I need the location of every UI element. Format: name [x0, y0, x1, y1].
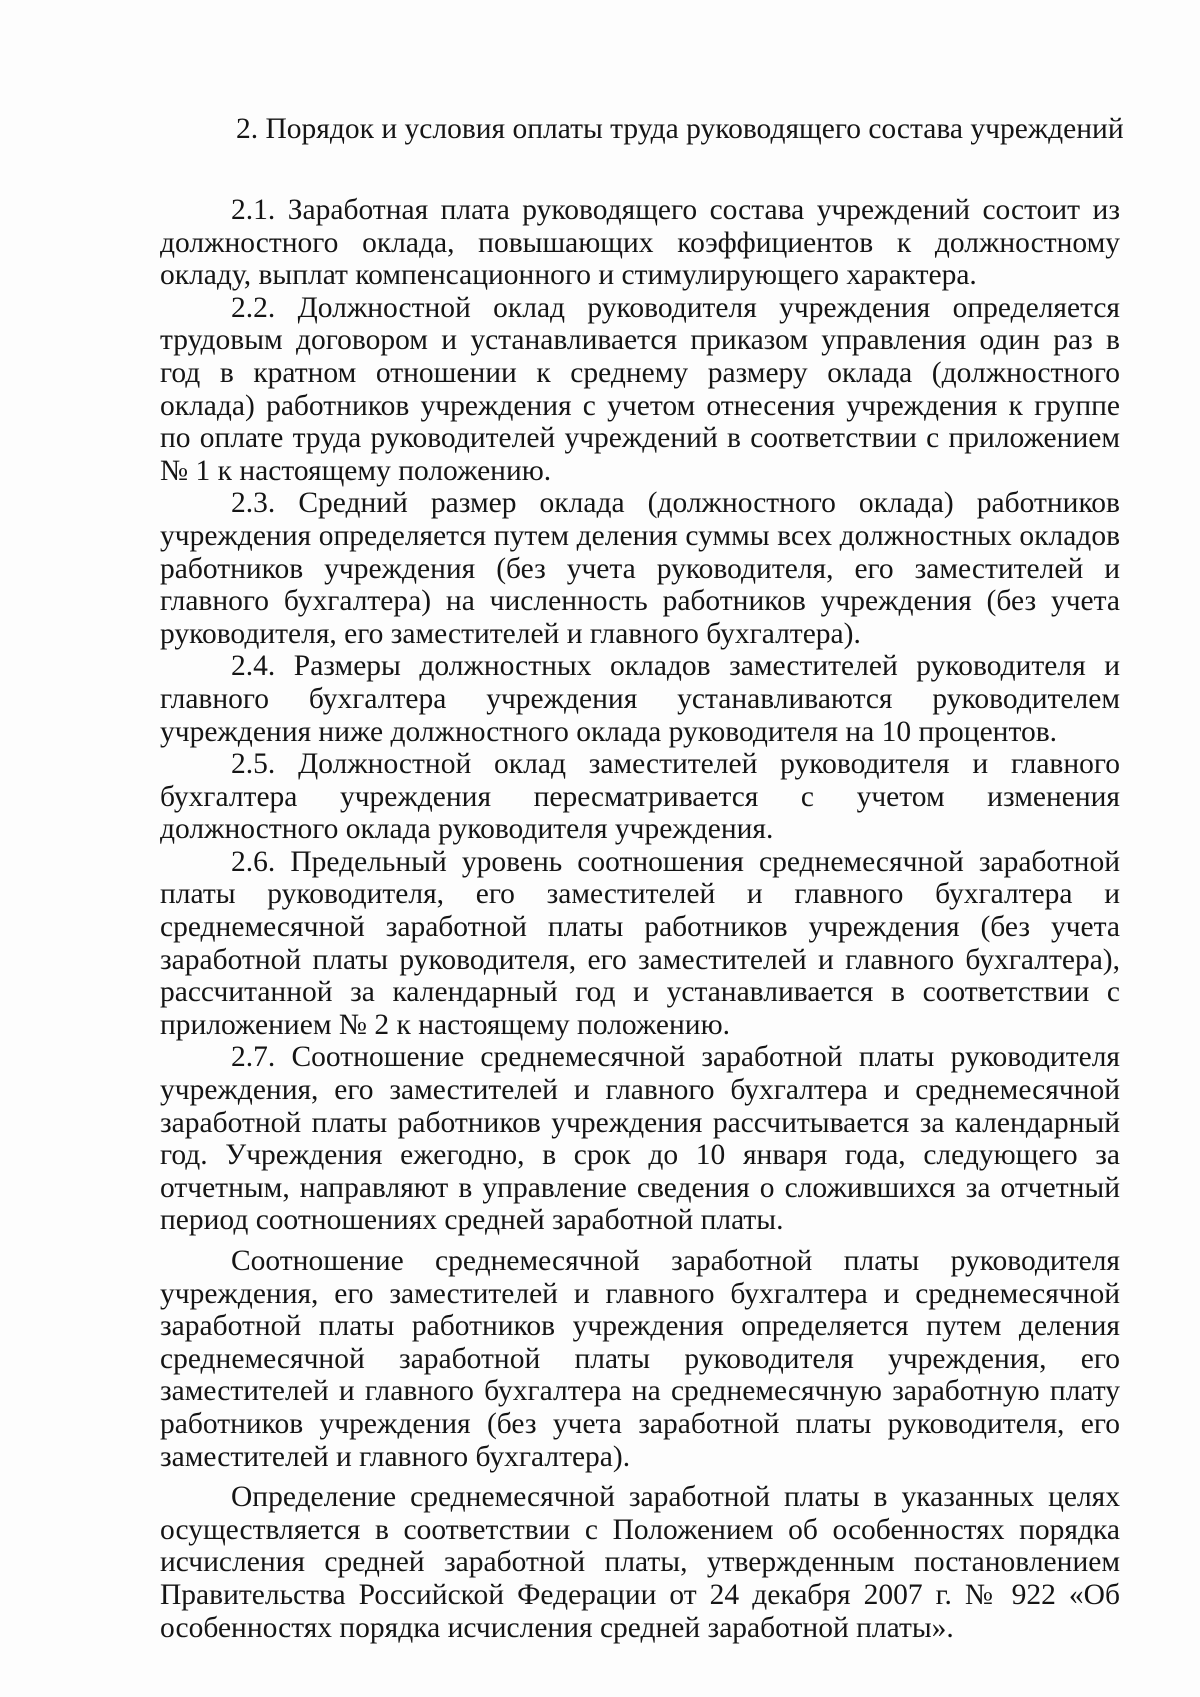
paragraph-2-7: 2.7. Соотношение среднемесячной заработной платы руководителя учреждения, его заместителей и главного бухгалтера и среднемесячной заработной платы работников учреждения рассчитывается за календарный год. Учреждения ежегодно, в срок до 10 января года, следующего за отчетным, направляют в управление сведения о сложившихся за отчетный период соотношениях средней заработной платы.: [160, 1041, 1120, 1237]
section-heading: 2. Порядок и условия оплаты труда руководящего состава учреждений: [236, 113, 1124, 145]
paragraph-2-1: 2.1. Заработная плата руководящего состава учреждений состоит из должностного оклада, повышающих коэффициентов к должностному окладу, выплат компенсационного и стимулирующего характера.: [160, 194, 1120, 292]
paragraph-2-4: 2.4. Размеры должностных окладов заместителей руководителя и главного бухгалтера учреждения устанавливаются руководителем учреждения ниже должностного оклада руководителя на 10 процентов.: [160, 650, 1120, 748]
paragraph-ratio-definition: Соотношение среднемесячной заработной платы руководителя учреждения, его заместителей и главного бухгалтера и среднемесячной заработной платы работников учреждения определяется путем деления среднемесячной заработной платы руководителя учреждения, его заместителей и главного бухгалтера на среднемесячную заработную плату работников учреждения (без учета заработной платы руководителя, его заместителей и главного бухгалтера).: [160, 1245, 1120, 1473]
document-body: [160, 112, 1124, 1644]
paragraph-2-2: 2.2. Должностной оклад руководителя учреждения определяется трудовым договором и устанавливается приказом управления один раз в год в кратном отношении к среднему размеру оклада (должностного оклада) работников учреждения с учетом отнесения учреждения к группе по оплате труда руководителей учреждений в соответствии с приложением № 1 к настоящему положению.: [160, 291, 1120, 487]
paragraph-salary-determination: Определение среднемесячной заработной платы в указанных целях осуществляется в соответствии с Положением об особенностях порядка исчисления средней заработной платы, утвержденным постановлением Правительства Российской Федерации от 24 декабря 2007 г. № 922 «Об особенностях порядка исчисления средней заработной платы».: [160, 1481, 1120, 1644]
paragraph-2-6: 2.6. Предельный уровень соотношения среднемесячной заработной платы руководителя, его заместителей и главного бухгалтера и среднемесячной заработной платы работников учреждения (без учета заработной платы руководителя, его заместителей и главного бухгалтера), рассчитанной за календарный год и устанавливается в соответствии с приложением № 2 к настоящему положению.: [160, 845, 1120, 1041]
paragraph-2-5: 2.5. Должностной оклад заместителей руководителя и главного бухгалтера учреждения пересматривается с учетом изменения должностного оклада руководителя учреждения.: [160, 748, 1120, 846]
paragraph-2-3: 2.3. Средний размер оклада (должностного оклада) работников учреждения определяется путем деления суммы всех должностных окладов работников учреждения (без учета руководителя, его заместителей и главного бухгалтера) на численность работников учреждения (без учета руководителя, его заместителей и главного бухгалтера).: [160, 487, 1120, 650]
